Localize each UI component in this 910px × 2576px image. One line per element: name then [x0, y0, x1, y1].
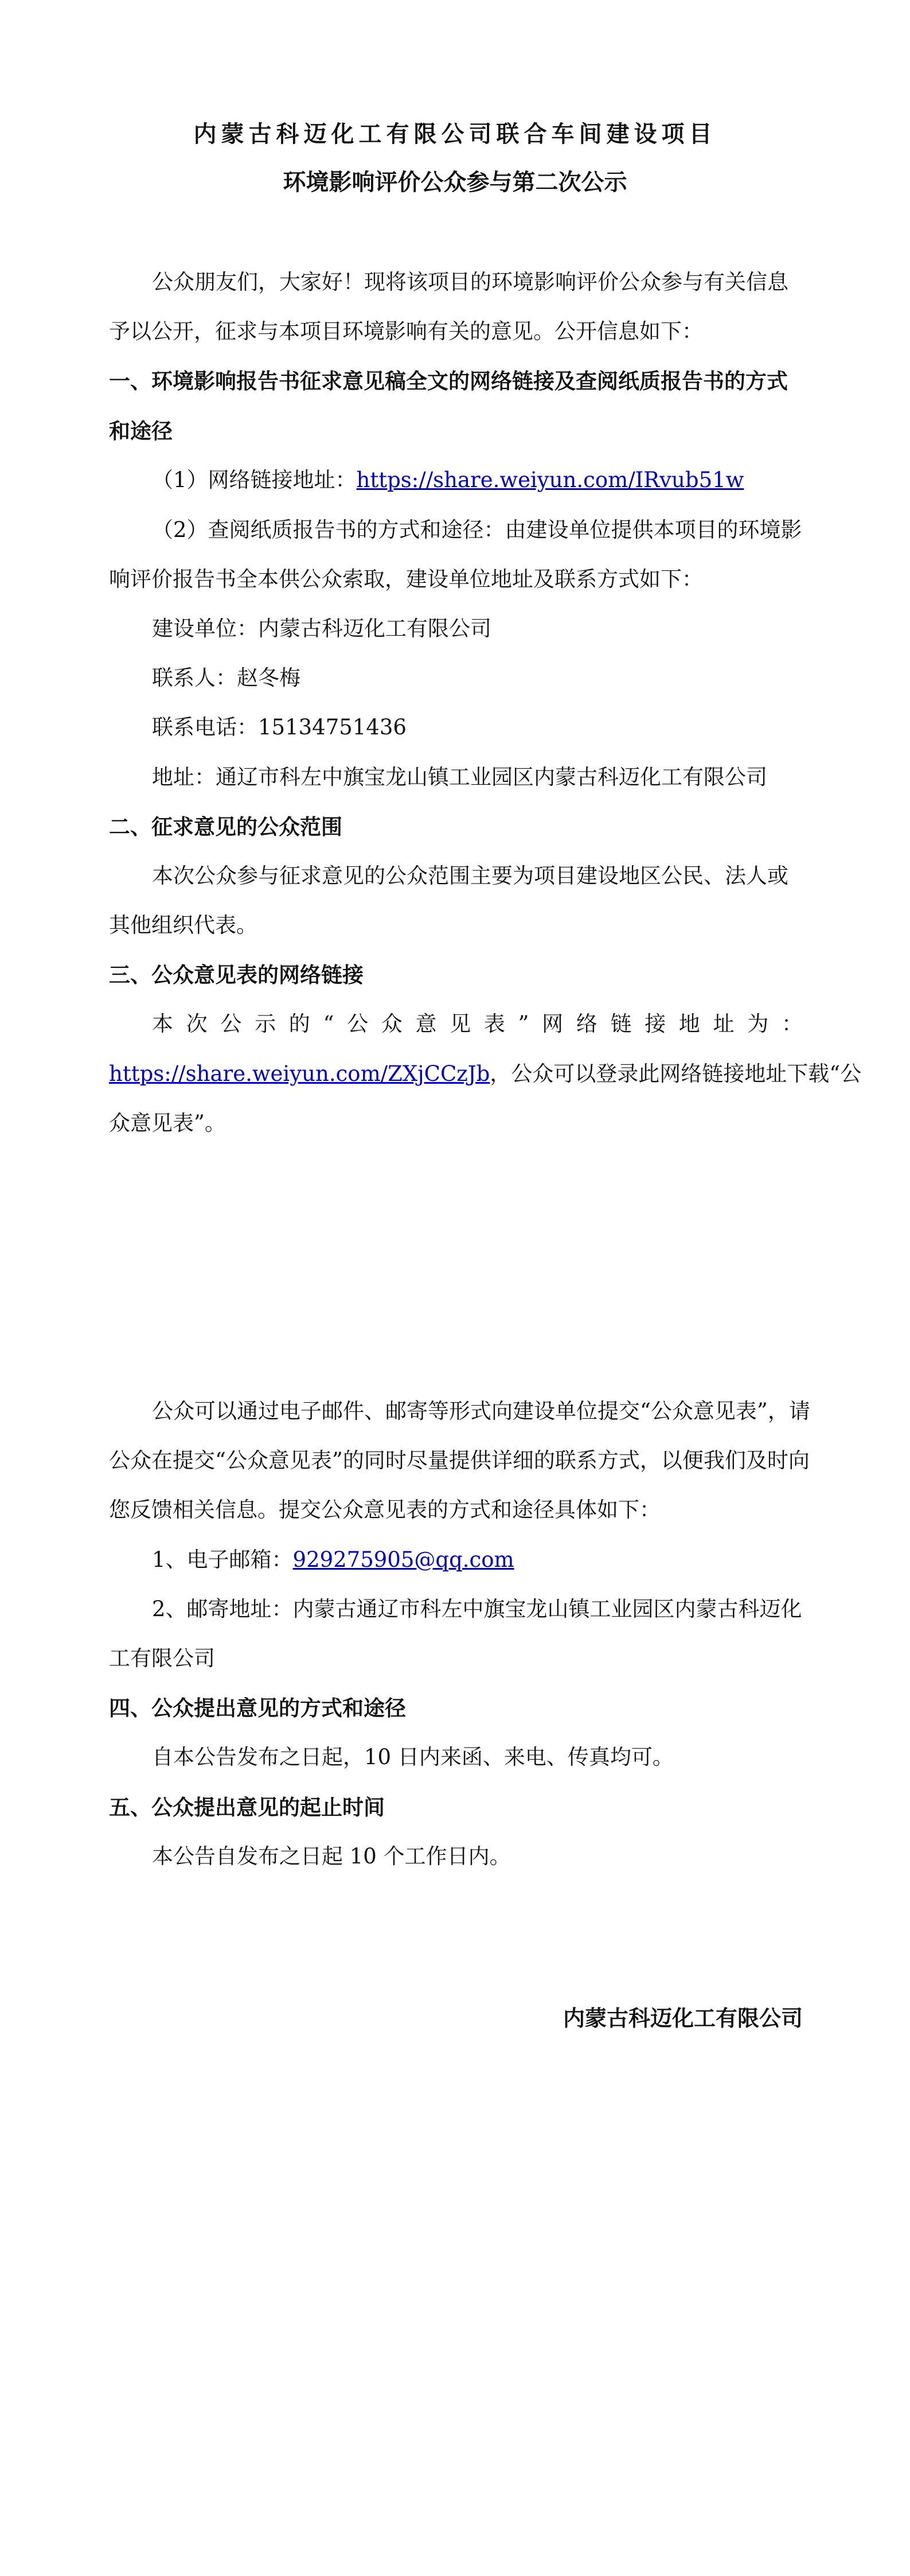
section3-line-2: [109, 1059, 862, 1089]
section2-line-2: 其他组织代表。: [109, 913, 257, 937]
section3-line-2-text: ，公众可以登录此网络链接地址下载“公: [490, 1061, 862, 1086]
email-link[interactable]: 929275905@qq.com: [292, 1547, 514, 1572]
section3-line-1: 本次公示的“公众意见表”网络链接地址为：: [152, 1011, 803, 1036]
mail-address-line-2: 工有限公司: [109, 1646, 215, 1671]
company-signature: 内蒙古科迈化工有限公司: [563, 2005, 803, 2031]
email-label: 1、电子邮箱：: [152, 1547, 293, 1572]
email-item: [152, 1544, 803, 1575]
network-link-label: （1）网络链接地址：: [152, 468, 357, 492]
section2-heading: 二、征求意见的公众范围: [109, 814, 342, 839]
paper-report-line-2: 响评价报告书全本供公众索取，建设单位地址及联系方式如下：: [109, 567, 703, 592]
document-subtitle: 环境影响评价公众参与第二次公示: [283, 169, 627, 196]
report-link[interactable]: https://share.weiyun.com/IRvub51w: [356, 468, 744, 492]
section4-heading: 四、公众提出意见的方式和途径: [109, 1695, 406, 1721]
opinion-form-link[interactable]: https://share.weiyun.com/ZXjCCzJb: [109, 1061, 490, 1086]
document-title: 内蒙古科迈化工有限公司联合车间建设项目: [193, 120, 717, 147]
submission-line-2: 公众在提交“公众意见表”的同时尽量提供详细的联系方式，以便我们及时向: [109, 1448, 810, 1473]
submission-line-3: 您反馈相关信息。提交公众意见表的方式和途径具体如下：: [109, 1497, 661, 1522]
contact-person: 联系人：赵冬梅: [152, 666, 300, 690]
section2-line-1: 本次公众参与征求意见的公众范围主要为项目建设地区公民、法人或: [152, 863, 788, 888]
paper-report-line-1: （2）查阅纸质报告书的方式和途径：由建设单位提供本项目的环境影: [152, 517, 802, 542]
contact-phone: 联系电话：15134751436: [152, 715, 407, 740]
section1-heading: 一、环境影响报告书征求意见稿全文的网络链接及查阅纸质报告书的方式: [109, 368, 788, 394]
submission-line-1: 公众可以通过电子邮件、邮寄等形式向建设单位提交“公众意见表”，请: [152, 1399, 810, 1423]
section5-text: 本公告自发布之日起 10 个工作日内。: [152, 1844, 511, 1869]
section1-heading-cont: 和途径: [109, 418, 173, 443]
unit-address: 地址：通辽市科左中旗宝龙山镇工业园区内蒙古科迈化工有限公司: [152, 765, 767, 789]
intro-line-2: 予以公开，征求与本项目环境影响有关的意见。公开信息如下：: [109, 319, 703, 344]
network-link-item: [152, 465, 803, 496]
section4-text: 自本公告发布之日起，10 日内来函、来电、传真均可。: [152, 1745, 674, 1769]
section3-line-3: 众意见表”。: [109, 1111, 226, 1135]
section3-heading: 三、公众意见表的网络链接: [109, 962, 364, 987]
intro-line-1: 公众朋友们，大家好！现将该项目的环境影响评价公众参与有关信息: [152, 270, 788, 294]
section5-heading: 五、公众提出意见的起止时间: [109, 1795, 385, 1820]
mail-address-line-1: 2、邮寄地址：内蒙古通辽市科左中旗宝龙山镇工业园区内蒙古科迈化: [152, 1597, 802, 1621]
construction-unit: 建设单位：内蒙古科迈化工有限公司: [152, 616, 491, 641]
